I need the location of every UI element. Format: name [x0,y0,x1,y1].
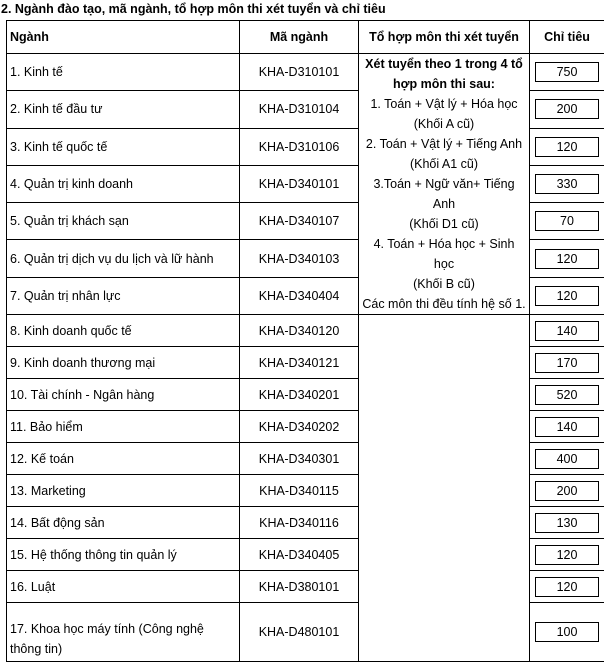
quota-cell [530,443,604,475]
major-code: KHA-D340116 [240,507,359,539]
quota-cell [530,603,604,662]
quota-value: 70 [535,211,599,231]
major-code: KHA-D310101 [240,54,359,91]
quota-cell [530,54,604,91]
major-code: KHA-D340202 [240,411,359,443]
quota-cell [530,240,604,277]
major-name: 9. Kinh doanh thương mại [7,347,240,379]
quota-value: 120 [535,545,599,565]
major-name: 17. Khoa học máy tính (Công nghệ thông tin) [7,603,240,662]
combo-line: Các môn thi đều tính hệ số 1. [362,294,526,314]
quota-cell [530,128,604,165]
major-name: 3. Kinh tế quốc tế [7,128,240,165]
quota-value: 330 [535,174,599,194]
quota-cell [530,203,604,240]
major-code: KHA-D340201 [240,379,359,411]
major-code: KHA-D340101 [240,165,359,202]
combo-line: 2. Toán + Vật lý + Tiếng Anh [362,134,526,154]
major-name: 11. Bảo hiểm [7,411,240,443]
major-name: 8. Kinh doanh quốc tế [7,315,240,347]
quota-cell [530,411,604,443]
combo-line: 3.Toán + Ngữ văn+ Tiếng Anh [362,174,526,214]
major-name: 4. Quản trị kinh doanh [7,165,240,202]
header-code: Mã ngành [240,21,359,54]
quota-value: 750 [535,62,599,82]
combo-line: 4. Toán + Hóa học + Sinh học [362,234,526,274]
quota-cell [530,539,604,571]
major-name: 15. Hệ thống thông tin quản lý [7,539,240,571]
major-code: KHA-D340301 [240,443,359,475]
quota-cell [530,507,604,539]
quota-value: 100 [535,622,599,642]
major-name: 13. Marketing [7,475,240,507]
quota-value: 120 [535,249,599,269]
combo-cell-empty [359,315,530,662]
quota-value: 520 [535,385,599,405]
quota-value: 140 [535,417,599,437]
major-code: KHA-D480101 [240,603,359,662]
combo-line: (Khối B cũ) [362,274,526,294]
major-name: 14. Bất động sản [7,507,240,539]
quota-cell [530,475,604,507]
header-combo: Tổ hợp môn thi xét tuyển [359,21,530,54]
combo-cell [359,54,530,315]
major-code: KHA-D380101 [240,571,359,603]
major-code: KHA-D340120 [240,315,359,347]
header-name: Ngành [7,21,240,54]
major-code: KHA-D340115 [240,475,359,507]
major-name: 10. Tài chính - Ngân hàng [7,379,240,411]
major-code: KHA-D340404 [240,277,359,314]
table-row [7,315,604,347]
quota-cell [530,91,604,128]
combo-intro: Xét tuyển theo 1 trong 4 tổ [362,54,526,74]
major-code: KHA-D340121 [240,347,359,379]
major-name: 12. Kế toán [7,443,240,475]
quota-cell [530,379,604,411]
major-code: KHA-D310106 [240,128,359,165]
major-name: 6. Quản trị dịch vụ du lịch và lữ hành [7,240,240,277]
quota-value: 120 [535,137,599,157]
major-code: KHA-D310104 [240,91,359,128]
combo-line: 1. Toán + Vật lý + Hóa học [362,94,526,114]
table-row [7,54,604,91]
quota-value: 200 [535,481,599,501]
major-name: 2. Kinh tế đầu tư [7,91,240,128]
combo-line: (Khối A1 cũ) [362,154,526,174]
quota-value: 130 [535,513,599,533]
quota-value: 200 [535,99,599,119]
quota-value: 170 [535,353,599,373]
combo-line: (Khối A cũ) [362,114,526,134]
major-code: KHA-D340107 [240,203,359,240]
major-code: KHA-D340103 [240,240,359,277]
header-quota: Chỉ tiêu [530,21,604,54]
combo-intro: hợp môn thi sau: [362,74,526,94]
quota-cell [530,347,604,379]
quota-cell [530,315,604,347]
major-code: KHA-D340405 [240,539,359,571]
quota-value: 120 [535,577,599,597]
quota-value: 400 [535,449,599,469]
major-name: 7. Quản trị nhân lực [7,277,240,314]
quota-value: 120 [535,286,599,306]
major-name: 5. Quản trị khách sạn [7,203,240,240]
section-heading: 2. Ngành đào tạo, mã ngành, tổ hợp môn thi xét tuyển và chỉ tiêu [1,0,386,20]
major-name: 1. Kinh tế [7,54,240,91]
major-name: 16. Luật [7,571,240,603]
header-row [7,21,604,54]
quota-cell [530,277,604,314]
admission-table [6,20,604,662]
quota-value: 140 [535,321,599,341]
combo-line: (Khối D1 cũ) [362,214,526,234]
quota-cell [530,165,604,202]
quota-cell [530,571,604,603]
